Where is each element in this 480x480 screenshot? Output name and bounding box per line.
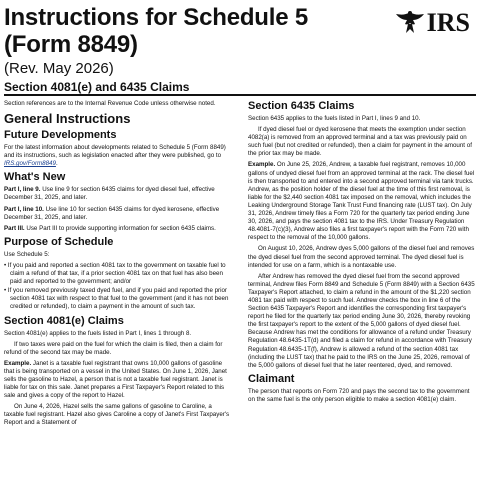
example-text: On June 25, 2026, Andrew, a taxable fuel registrant, removes 10,000 gallons of undyed diesel fuel from an approved terminal at the rack. The diesel fuel is then transported to and entered into a second approved terminal via tank trucks. Andrew, as the position holder of the diesel fuel at the time of this first removal, is liable for the $2,440 section 4081 tax imposed on the removal, which includes the Leaking Underground Storage Tank Trust Fund financing rate (LUST tax). On July 31, 2026, Andrew timely files a Form 720 for the quarterly tax period ending June 30, 2026, and pays the section 4081 tax to the IRS. Under Treasury Regulation 48.4081-7(c)(3), Andrew also files a first taxpayer's report with the Form 720 with respect to the removal of the 10,000 gallons. [248, 161, 475, 242]
section-4081e-para-1: Section 4081(e) applies to the fuels listed in Part I, lines 1 through 8. [4, 329, 192, 337]
section-6435-para-1: Section 6435 applies to the fuels listed in Part I, lines 9 and 10. [248, 115, 421, 122]
general-instructions-heading: General Instructions [4, 111, 131, 127]
example-label: Example. [248, 161, 276, 169]
irs-logo [395, 8, 470, 38]
part1-line9-note [4, 186, 232, 202]
part3-note [4, 225, 232, 233]
section-6435-para-2: If dyed diesel fuel or dyed kerosene that meets the exemption under section 4082(a) is removed from an approved terminal and a tax was previously paid on such fuel (but not credited or refunded), then a claim for payment in the amount of the prior tax may be made. [248, 126, 472, 158]
left-column [4, 100, 232, 431]
purpose-heading: Purpose of Schedule [4, 235, 114, 248]
purpose-bullet-2: • If you removed previously taxed dyed fuel, and if you paid and reported the prior section 4081 tax with respect to that fuel to the government (and it has not been credited or refunded), to claim a payment in the amount of such tax. [4, 287, 229, 311]
right-column [248, 100, 476, 407]
irs-form-link[interactable]: IRS.gov/Form8849 [4, 160, 56, 168]
part1-line9-label: Part I, line 9. [4, 186, 41, 194]
intro-text: Section references are to the Internal Revenue Code unless otherwise noted. [4, 100, 216, 107]
claimant-text: The person that reports on Form 720 and pays the second tax to the government on the same fuel is the only person eligible to make a section 4081(e) claim. [248, 387, 470, 403]
future-developments-text: For the latest information about developments related to Schedule 5 (Form 8849) and its instructions, such as legislation enacted after they were published, go to IRS.gov/Form8849. [4, 144, 226, 168]
eagle-icon [395, 9, 425, 37]
section-4081e-example [4, 360, 232, 400]
future-developments-heading: Future Developments [4, 129, 117, 142]
revision-date: (Rev. May 2026) [4, 60, 114, 77]
irs-logo-text: IRS [426, 8, 470, 37]
document-header [4, 4, 476, 96]
part3-label: Part III. [4, 224, 25, 232]
part1-line9-text: Use line 9 for section 6435 claims for dyed diesel fuel, effective December 31, 2025, and later. [4, 186, 215, 202]
section-6435-heading: Section 6435 Claims [248, 100, 355, 112]
part1-line10-note [4, 206, 232, 222]
section-6435-august-para: On August 10, 2026, Andrew dyes 5,000 gallons of the diesel fuel and removes the dyed diesel fuel from the second approved terminal. The dyed diesel fuel is intended for use on a farm, which is a nontaxable use. [248, 245, 475, 269]
future-developments-body: For the latest information about developments related to Schedule 5 (Form 8849) and its instructions, such as legislation enacted after they were published, go to [4, 144, 226, 160]
section-4081e-heading: Section 4081(e) Claims [4, 314, 124, 327]
title-line-2: (Form 8849) [4, 31, 138, 58]
document-subtitle: Section 4081(e) and 6435 Claims [4, 80, 190, 94]
part1-line10-text: Use line 10 for section 6435 claims for dyed kerosene, effective December 31, 2025, and later. [4, 205, 220, 221]
title-line-1: Instructions for Schedule 5 [4, 4, 308, 31]
example-label: Example. [4, 359, 32, 367]
purpose-intro: Use Schedule 5: [4, 250, 50, 258]
part1-line10-label: Part I, line 10. [4, 205, 44, 213]
section-6435-after-para: After Andrew has removed the dyed diesel fuel from the second approved terminal, Andrew files Form 8849 and Schedule 5 (Form 8849) with a Section 6435 Taxpayer's Report attached, to claim a refund in the amount of the $1,220 section 4081 tax paid with respect to such fuel. Andrew checks the box in line 6 of the Section 6435 Taxpayer's Report and identifies the corresponding first taxpayer's report he filed for the quarterly tax period ending June 30, 2026, thereby revoking the first taxpayer's report to the extent of the 5,000 gallons of dyed diesel fuel. Because Andrew has met the conditions for allowance of a refund under Treasury Regulation 48.6435-1T(d) and filed a claim for refund in accordance with Treasury Regulation 48.6435-1T(f), Andrew is allowed a refund of the section 4081 tax (including the LUST tax) that he paid to the IRS on the June 25, 2026, removal of the 5,000 gallons of diesel fuel that he later reentered, dyed, and removed. [248, 272, 475, 369]
section-6435-example [248, 161, 476, 242]
header-divider [4, 94, 476, 96]
document-title [4, 4, 384, 58]
claimant-heading: Claimant [248, 372, 295, 385]
section-4081e-para-3: On June 4, 2026, Hazel sells the same gallons of gasoline to Caroline, a taxable fuel registrant. Hazel also gives Caroline a copy of Janet's First Taxpayer's Report and a Statement of [4, 403, 230, 427]
section-4081e-para-2: If two taxes were paid on the fuel for which the claim is filed, then a claim for refund of the second tax may be made. [4, 340, 223, 356]
example-text: Janet is a taxable fuel registrant that owns 10,000 gallons of gasoline that is being transported on a vessel in the United States. On June 1, 2026, Janet sells the gasoline to Hazel, a person that is not a taxable fuel registrant. Janet is liable for tax on this sale. Janet prepares a First Taxpayer's Report related to this sale and gives a copy of the report to Hazel. [4, 359, 227, 400]
part3-text: Use Part III to provide supporting information for section 6435 claims. [26, 224, 216, 232]
purpose-bullet-1: • If you paid and reported a section 4081 tax to the government on taxable fuel to claim a refund of that tax, if a prior section 4081 tax on that fuel has also been paid and reported to the government; and/or [4, 261, 226, 286]
whats-new-heading: What's New [4, 171, 66, 184]
